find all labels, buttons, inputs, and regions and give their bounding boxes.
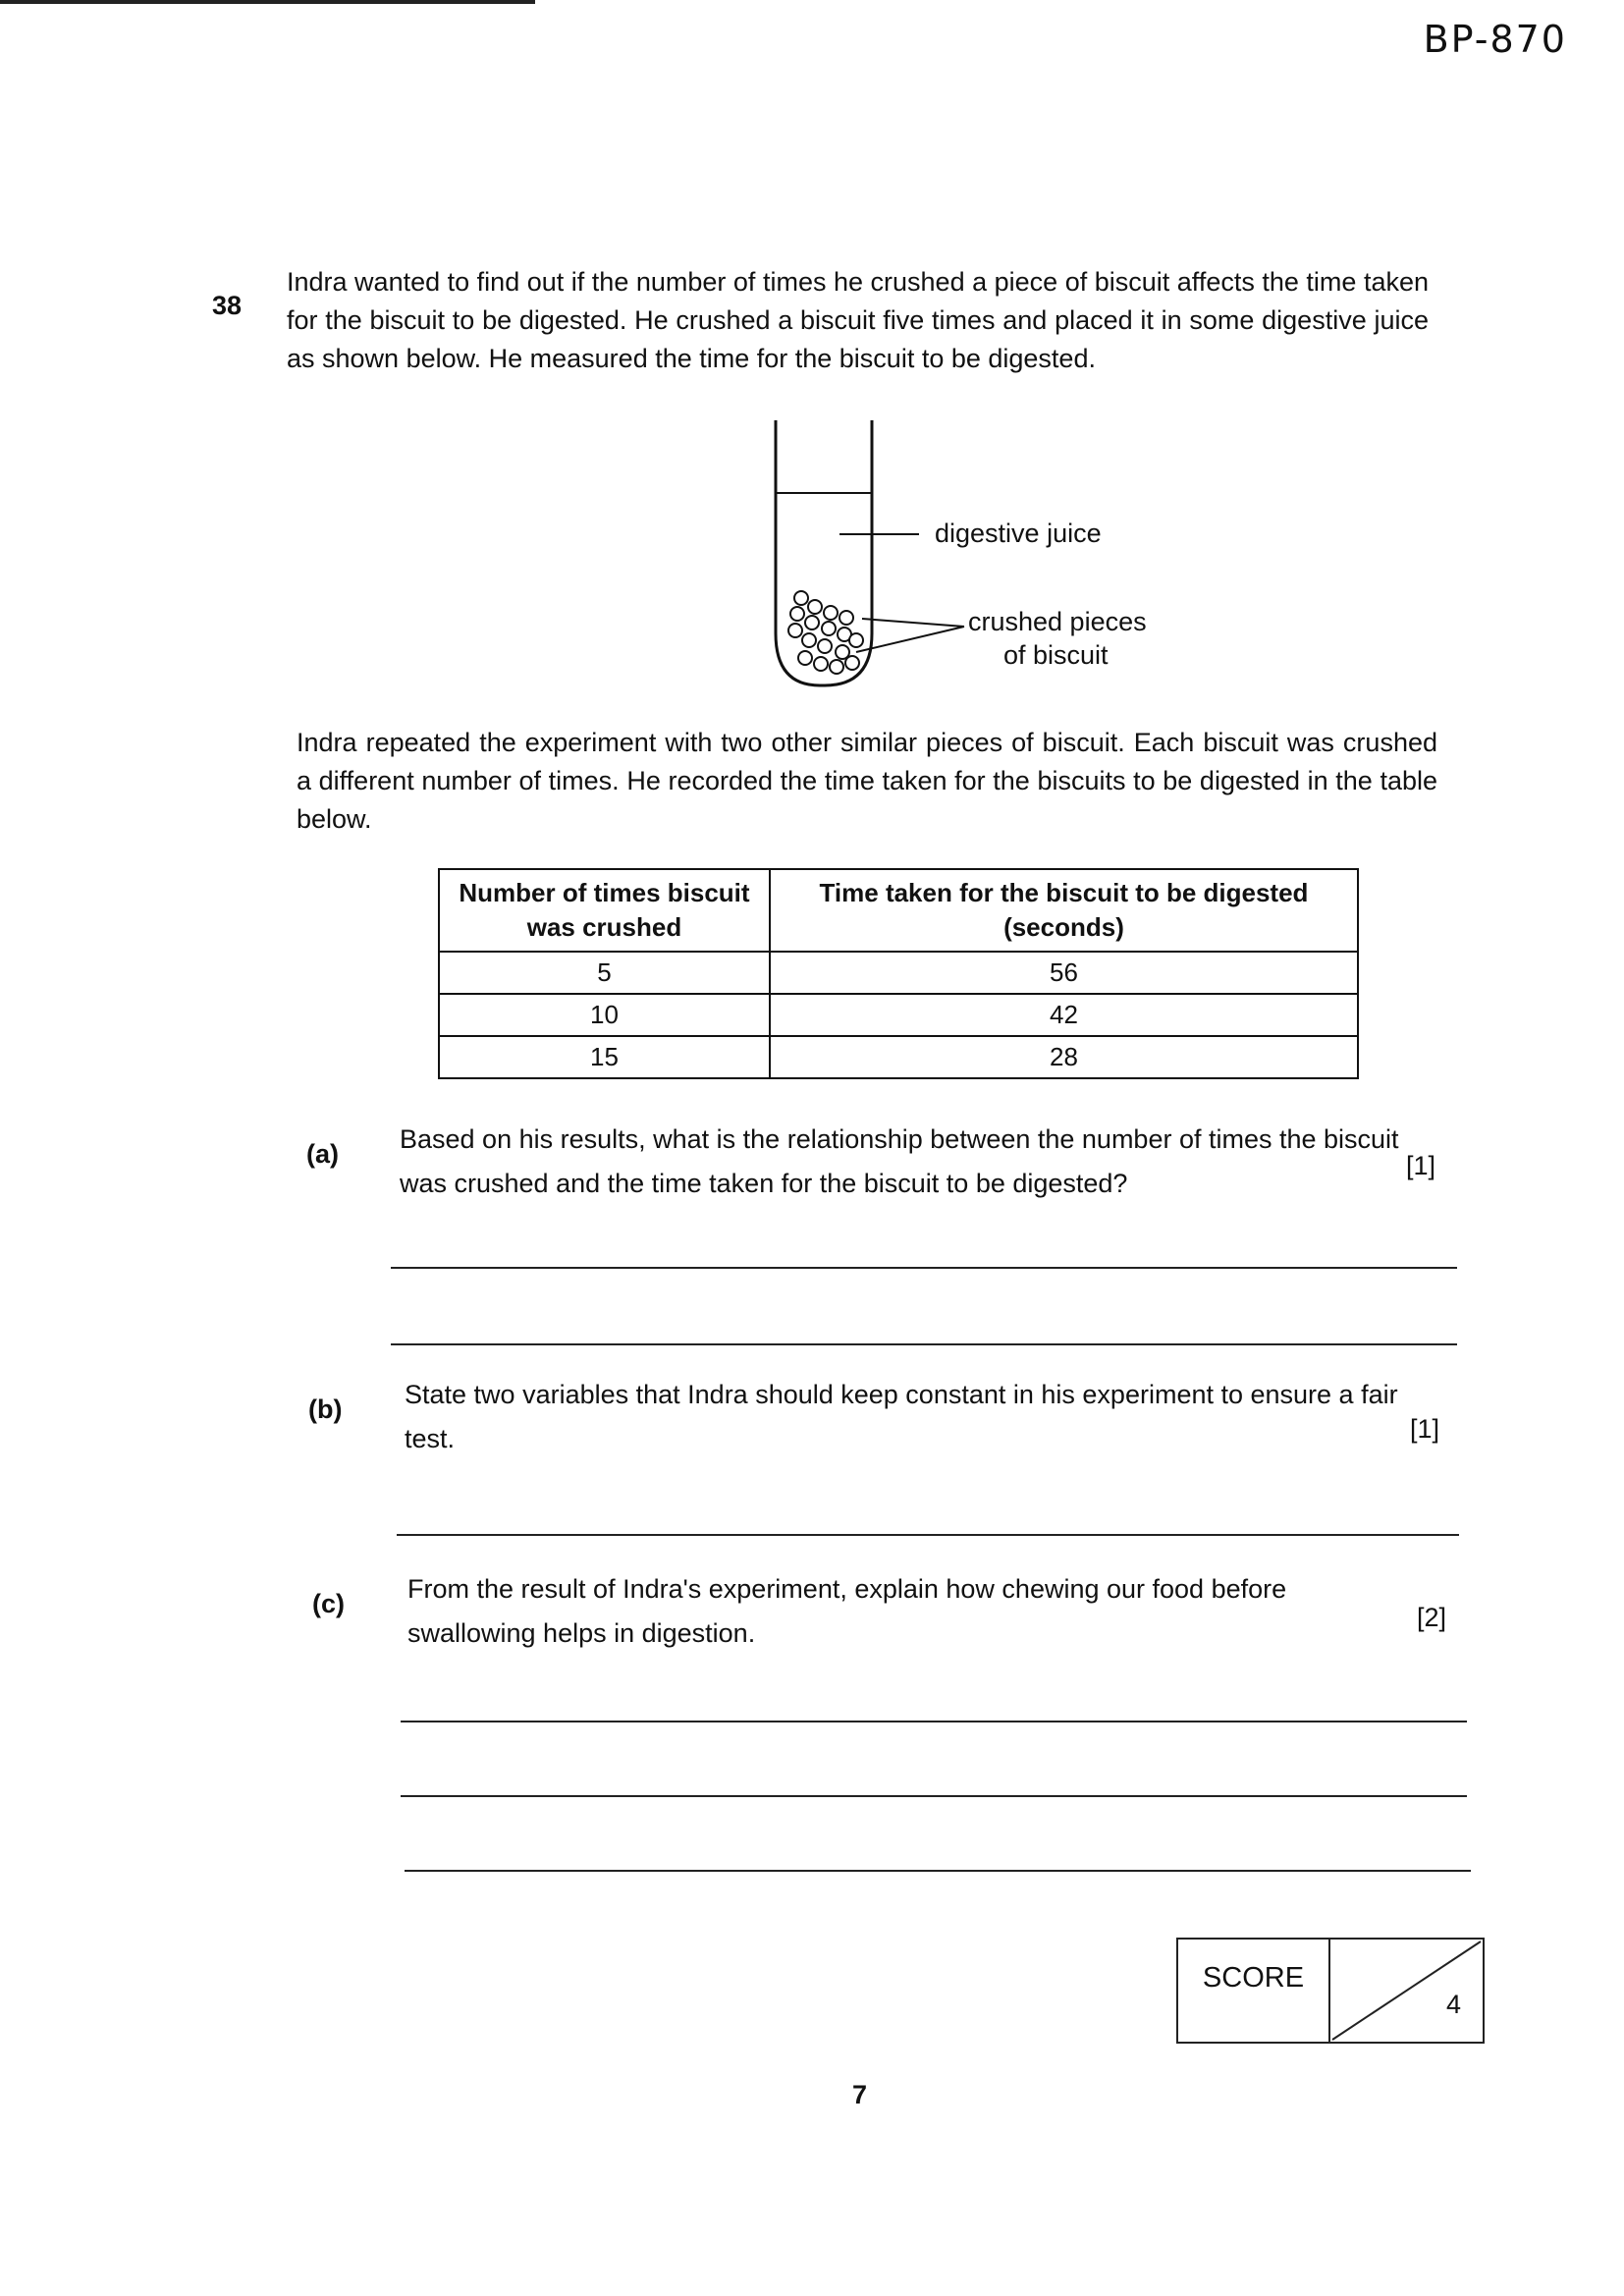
- biscuit-pieces: [788, 591, 863, 674]
- cell-times-crushed: 15: [439, 1036, 770, 1078]
- question-intro: Indra wanted to find out if the number of times he crushed a piece of biscuit affects the time taken for the biscuit to be digested. He crushed a biscuit five times and placed it in some digestive juice as shown below. He measured the time for the biscuit to be digested.: [287, 267, 1429, 373]
- answer-line-a2[interactable]: [391, 1343, 1457, 1345]
- test-tube-diagram: [746, 412, 1198, 697]
- header-time-taken: Time taken for the biscuit to be digested (seconds): [770, 869, 1358, 952]
- biscuit-pointer-upper: [862, 619, 964, 627]
- part-c-label: (c): [312, 1589, 345, 1618]
- question-paragraph-2: Indra repeated the experiment with two other similar pieces of biscuit. Each biscuit was crushed a different number of times. He recorded the time taken for the biscuits to be digested in the table below.: [297, 728, 1437, 834]
- cell-time-taken: 28: [770, 1036, 1358, 1078]
- results-table: [438, 868, 1359, 1079]
- answer-line-c3[interactable]: [405, 1870, 1471, 1872]
- label-of-biscuit: of biscuit: [1003, 640, 1109, 670]
- cell-time-taken: 56: [770, 952, 1358, 994]
- answer-line-c1[interactable]: [401, 1721, 1467, 1722]
- paper-code: BP-870: [1423, 18, 1567, 61]
- table-row: [439, 1036, 1358, 1078]
- label-crushed-pieces: crushed pieces: [968, 607, 1147, 636]
- table-header-row: [439, 869, 1358, 952]
- part-a-marks: [1]: [1406, 1151, 1436, 1180]
- cell-time-taken: 42: [770, 994, 1358, 1036]
- question-number: 38: [212, 291, 243, 320]
- answer-line-b1[interactable]: [397, 1534, 1459, 1536]
- score-max: 4: [1445, 1990, 1461, 2019]
- part-b-text: State two variables that Indra should keep constant in his experiment to ensure a fair test.: [405, 1380, 1398, 1453]
- cell-times-crushed: 5: [439, 952, 770, 994]
- label-digestive-juice: digestive juice: [935, 519, 1102, 548]
- part-c-text: From the result of Indra's experiment, explain how chewing our food before swallowing helps in digestion.: [407, 1574, 1287, 1648]
- header-number-of-times: Number of times biscuit was crushed: [439, 869, 770, 952]
- part-a-label: (a): [306, 1139, 339, 1169]
- part-a-text: Based on his results, what is the relationship between the number of times the biscuit was crushed and the time taken for the biscuit to be digested?: [400, 1124, 1399, 1198]
- score-label: SCORE: [1178, 1940, 1330, 2042]
- page-number: 7: [852, 2080, 868, 2109]
- answer-line-a1[interactable]: [391, 1267, 1457, 1269]
- part-b-marks: [1]: [1410, 1414, 1440, 1444]
- part-c-marks: [2]: [1417, 1603, 1447, 1632]
- part-b-label: (b): [308, 1394, 343, 1424]
- cell-times-crushed: 10: [439, 994, 770, 1036]
- score-box: [1176, 1938, 1485, 2044]
- table-row: [439, 952, 1358, 994]
- answer-line-c2[interactable]: [401, 1795, 1467, 1797]
- top-rule: [0, 0, 535, 4]
- table-row: [439, 994, 1358, 1036]
